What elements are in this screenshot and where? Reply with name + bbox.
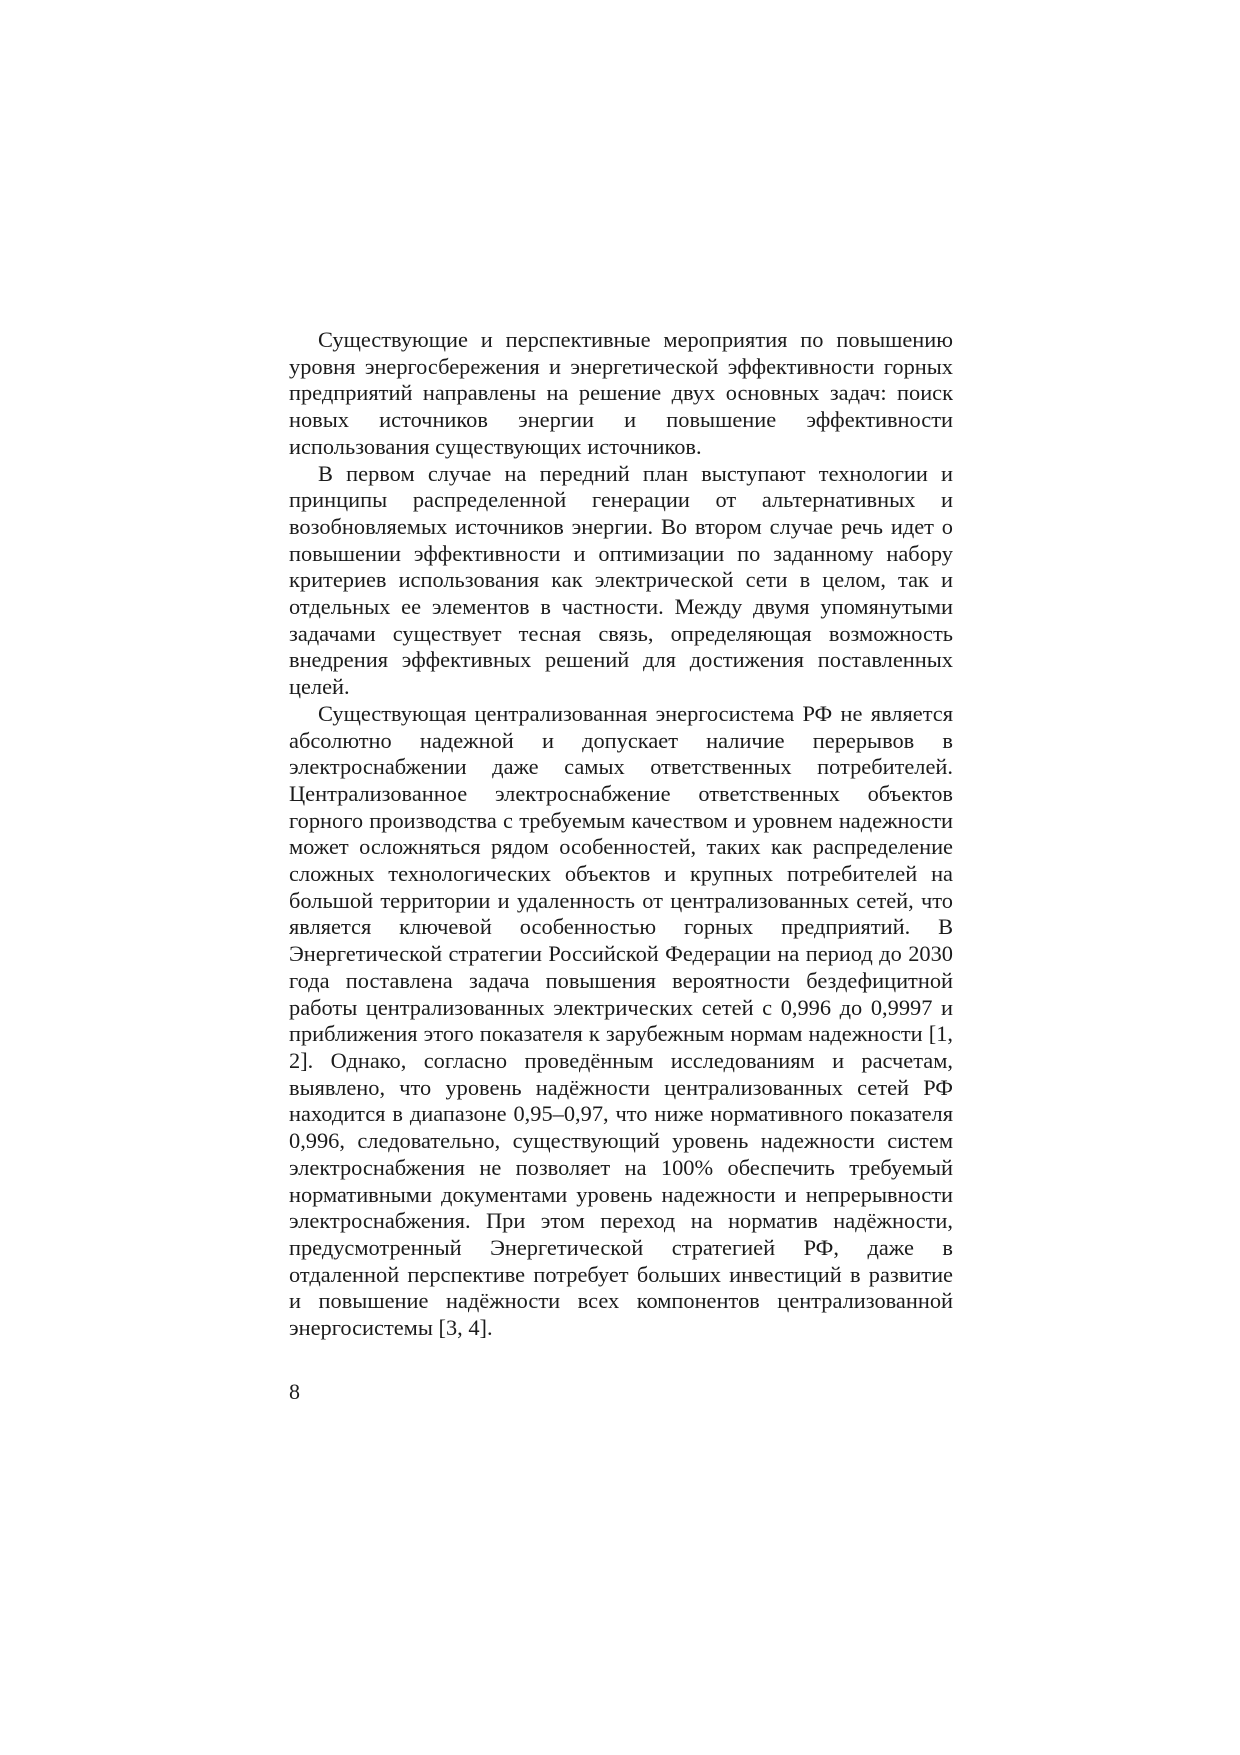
body-text <box>289 327 953 1342</box>
page-number: 8 <box>289 1379 300 1404</box>
paragraph-2: В первом случае на передний план выступают технологии и принципы распределенной генерации от альтернативных и возобновляемых источников энергии. Во втором случае речь идет о повышении эффективности и оптимизации по заданному набору критериев использования как электрической сети в целом, так и отдельных ее элементов в частности. Между двумя упомянутыми задачами существует тесная связь, определяющая возможность внедрения эффективных решений для достижения поставленных целей. <box>289 460 953 700</box>
paragraph-3: Существующая централизованная энергосистема РФ не является абсолютно надежной и допускает наличие перерывов в электроснабжении даже самых ответственных потребителей. Централизованное электроснабжение ответственных объектов горного производства с требуемым качеством и уровнем надежности может осложняться рядом особенностей, таких как распределение сложных технологических объектов и крупных потребителей на большой территории и удаленность от централизованных сетей, что является ключевой особенностью горных предприятий. В Энергетической стратегии Российской Федерации на период до 2030 года поставлена задача повышения вероятности бездефицитной работы централизованных электрических сетей с 0,996 до 0,9997 и приближения этого показателя к зарубежным нормам надежности [1, 2]. Однако, согласно проведённым исследованиям и расчетам, выявлено, что уровень надёжности централизованных сетей РФ находится в диапазоне 0,95–0,97, что ниже нормативного показателя 0,996, следовательно, существующий уровень надежности систем электроснабжения не позволяет на 100% обеспечить требуемый нормативными документами уровень надежности и непрерывности электроснабжения. При этом переход на норматив надёжности, предусмотренный Энергетической стратегией РФ, даже в отдаленной перспективе потребует больших инвестиций в развитие и повышение надёжности всех компонентов централизованной энергосистемы [3, 4]. <box>289 700 953 1341</box>
paragraph-1: Существующие и перспективные мероприятия по повышению уровня энергосбережения и энергетической эффективности горных предприятий направлены на решение двух основных задач: поиск новых источников энергии и повышение эффективности использования существующих источников. <box>289 327 953 459</box>
